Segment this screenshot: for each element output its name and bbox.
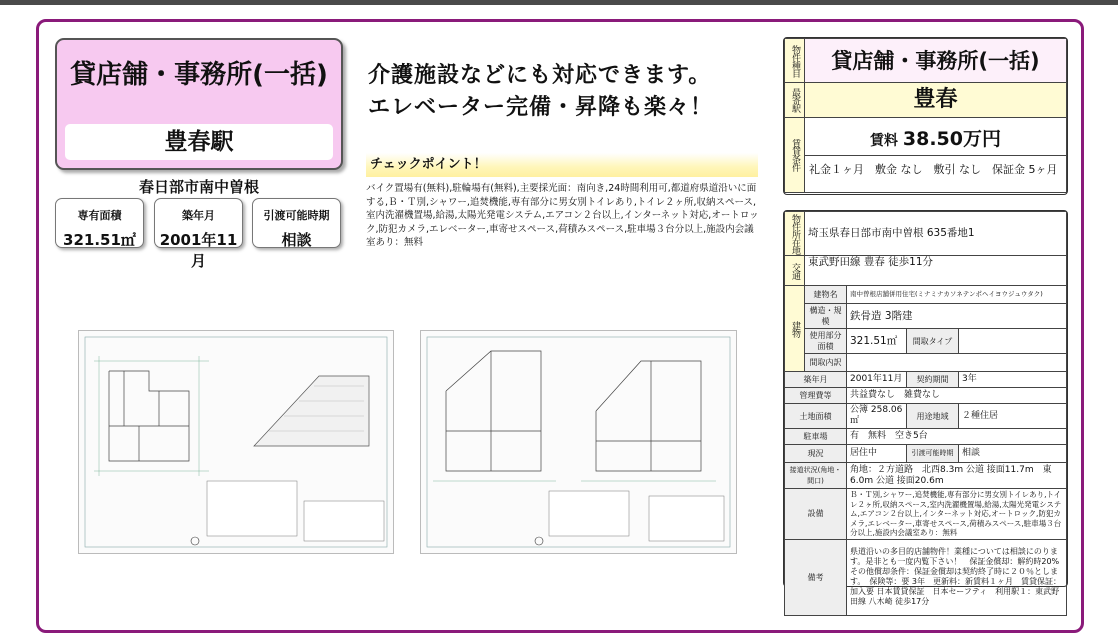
zone-value: ２種住居: [959, 404, 1067, 429]
floor-plan-image-1: [78, 330, 394, 554]
structure-label: 構造・規模: [805, 304, 847, 329]
layout-type-value: [959, 329, 1067, 354]
stat-handover-value: 相談: [281, 231, 312, 249]
equip-value: Ｂ・Ｔ別,シャワー,追焚機能,専有部分に男女別トイレあり,トイレ２ヶ所,収納スペース,室内洗濯機置場,給湯,太陽光発電システム,エアコン２台以上,インターネット対応,オートロック,防犯カメラ,エレベーター,車寄せスペース,荷積みスペース,駐車場３台分以上,施設内会議室あり：無料: [847, 489, 1067, 540]
built-value: 2001年11月: [847, 372, 907, 388]
type-value: 貸店舗・事務所(一括): [805, 39, 1067, 83]
floor-plan-image-2: [420, 330, 737, 554]
traffic-value: 東武野田線 豊春 徒歩11分: [805, 256, 1067, 286]
mgmt-label: 管理費等: [785, 388, 847, 404]
parking-label: 駐車場: [785, 429, 847, 445]
rental-terms: 礼金１ヶ月 敷金 なし 敷引 なし 保証金 5ヶ月: [805, 155, 1066, 183]
station-name: 豊春駅: [65, 124, 333, 160]
equip-label: 設備: [785, 489, 847, 540]
checkpoint-text: バイク置場有(無料),駐輪場有(無料),主要採光面：南向き,24時間利用可,都道府県道沿いに面する,Ｂ・Ｔ別,シャワー,追焚機能,専有部分に男女別トイレあり,トイレ２ヶ所,収納スペース,室内洗濯機置場,給湯,太陽光発電システム,エアコン２台以上,インターネット対応,オートロック,防犯カメラ,エレベーター,車寄せスペース,荷積みスペース,駐車場３台分以上,施設内会議室あり：無料: [366, 183, 759, 249]
handover-value: 相談: [959, 445, 1067, 463]
layout-label: 間取内訳: [805, 354, 847, 372]
land-label: 土地面積: [785, 404, 847, 429]
contract-value: 3年: [959, 372, 1067, 388]
stat-built: [154, 198, 243, 270]
traffic-label: 交通: [785, 256, 805, 286]
layout-type-label: 間取タイプ: [907, 329, 959, 354]
location-value: 埼玉県春日部市南中曽根 635番地1: [805, 212, 1067, 256]
catchphrase: [368, 60, 713, 124]
stat-area-value: 321.51㎡: [63, 231, 136, 249]
detail-panel: [783, 210, 1068, 606]
parking-value: 有 無料 空き5台: [847, 429, 1067, 445]
checkpoint-heading: チェックポイント！: [366, 153, 758, 177]
stat-area-label: 専有面積: [77, 209, 122, 222]
area-value: 321.51㎡: [847, 329, 907, 354]
title-box: [55, 38, 343, 170]
station-value: 豊春: [805, 83, 1067, 118]
building-label: 建物: [785, 286, 805, 372]
address-line: 春日部市南中曽根: [138, 178, 259, 196]
rent-value: 38.50万円: [902, 127, 1001, 150]
mgmt-value: 共益費なし 雑費なし: [847, 388, 1067, 404]
conditions-label: 賃貸条件: [785, 118, 805, 193]
bname-value: 南中曽根店舗併用住宅(ミナミナカソネテンポヘイヨウジュウタク): [847, 286, 1067, 304]
area-label: 使用部分面積: [805, 329, 847, 354]
summary-panel: [783, 37, 1068, 195]
contract-label: 契約期間: [907, 372, 959, 388]
catch-line-1: 介護施設などにも対応できます。: [368, 63, 712, 88]
road-label: 接道状況(角地・間口): [785, 463, 847, 489]
type-label: 物件種目: [785, 39, 805, 83]
stat-built-label: 築年月: [182, 209, 215, 222]
rent-line: [805, 127, 1066, 150]
structure-value: 鉄骨造 3階建: [847, 304, 1067, 329]
road-value: 角地：２方道路 北西8.3m 公道 接面11.7m 東6.0m 公道 接面20.6m: [847, 463, 1067, 489]
stat-handover-label: 引渡可能時期: [263, 209, 330, 222]
rent-label: 賃料: [870, 132, 898, 149]
remarks-label: 備考: [785, 539, 847, 615]
handover-label: 引渡可能時期: [907, 445, 959, 463]
location-label: 物件所在地: [785, 212, 805, 256]
station-label: 最寄駅: [785, 83, 805, 118]
stat-built-value: 2001年11月: [159, 231, 238, 270]
stat-area: [55, 198, 144, 248]
built-label: 築年月: [785, 372, 847, 388]
status-label: 現況: [785, 445, 847, 463]
land-value: 公簿 258.06㎡: [847, 404, 907, 429]
status-value: 居住中: [847, 445, 907, 463]
top-bar: [0, 0, 1118, 5]
remarks-value: 県道沿いの多目的店舗物件！業種については相談にのります。是非とも一度内覧下さい！ 保証金償却：解約時20% その他償却条件：保証金償却は契約終了時に２０％とします。 保険等：要 3年 更新料：新賃料１ヶ月 賃貸保証：加入要 日本賃貸保証 日本セーフティ 利用駅１：東武野田線 八木崎 徒歩17分: [847, 539, 1067, 615]
bname-label: 建物名: [805, 286, 847, 304]
property-type-title: 貸店舗・事務所(一括): [70, 60, 328, 90]
stat-handover: [252, 198, 341, 248]
zone-label: 用途地域: [907, 404, 959, 429]
layout-value: [847, 354, 1067, 372]
catch-line-2: エレベーター完備・昇降も楽々！: [368, 95, 714, 120]
